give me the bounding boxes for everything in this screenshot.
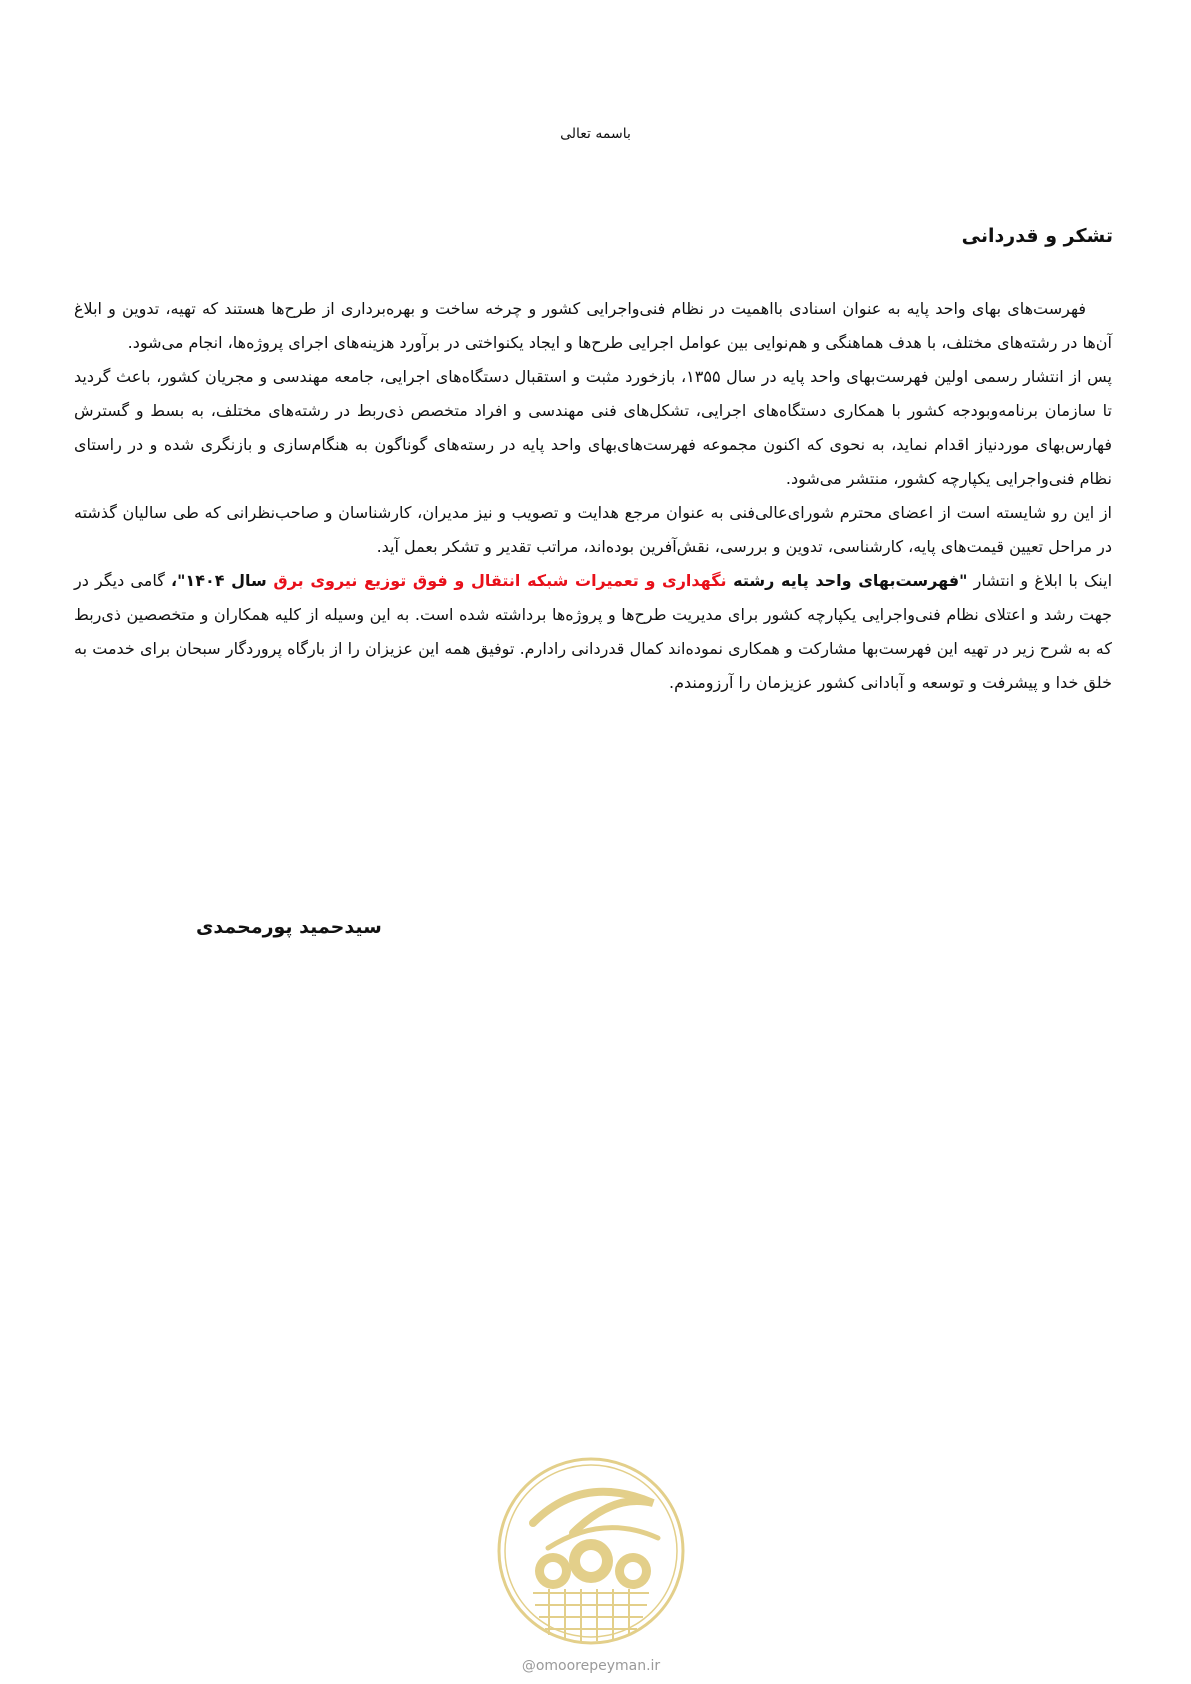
watermark-url: @omoorepeyman.ir bbox=[521, 1658, 661, 1674]
signature-name: سیدحمید پورمحمدی bbox=[196, 916, 382, 938]
basmala-heading: باسمه تعالی bbox=[560, 126, 631, 142]
paragraph-2: پس از انتشار رسمی اولین فهرست‌بهای واحد پایه در سال ۱۳۵۵، بازخورد مثبت و استقبال دستگاه‌های اجرایی، جامعه مهندسی و مجریان کشور، باعث گردید تا سازمان برنامه‌وبودجه کشور با همکاری دستگاه‌های اجرایی، تشکل‌های فنی مهندسی و افراد متخصص ذی‌ربط در رشته‌های مختلف، به بسط و گسترش فهارس‌بهای موردنیاز اقدام نماید، به نحوی که اکنون مجموعه فهرست‌های‌بهای واحد پایه در رسته‌های گوناگون به هنگام‌سازی و بازنگری شده و در راستای نظام فنی‌واجرایی یکپارچه کشور، منتشر می‌شود. bbox=[74, 367, 1113, 488]
watermark-stamp-logo bbox=[493, 1453, 689, 1649]
price-list-title-bold: "فهرست‌بهای واحد پایه رشته bbox=[726, 571, 968, 590]
paragraph-1: فهرست‌های بهای واحد پایه به عنوان اسنادی بااهمیت در نظام فنی‌واجرایی کشور و چرخه ساخت و بهره‌برداری از طرح‌ها هستند که تهیه، تدوین و ابلاغ آن‌ها در رشته‌های مختلف، با هدف هماهنگی و هم‌نوایی بین عوامل اجرایی طرح‌ها و ایجاد یکنواختی در برآورد هزینه‌های اجرای پروژه‌ها، انجام می‌شود. bbox=[74, 299, 1112, 352]
paragraph-3: از این رو شایسته است از اعضای محترم شورای‌عالی‌فنی به عنوان مرجع هدایت و تصویب و نیز مدیران، کارشناسان و صاحب‌نظرانی که طی سالیان گذشته در مراحل تعیین قیمت‌های پایه، کارشناسی، تدوین و بررسی، نقش‌آفرین بوده‌اند، مراتب تقدیر و تشکر بعمل آید. bbox=[74, 503, 1112, 556]
paragraph-4-intro: اینک با ابلاغ و انتشار bbox=[967, 571, 1113, 590]
document-body bbox=[74, 292, 1112, 700]
paragraph-4-rest: گامی دیگر در جهت رشد و اعتلای نظام فنی‌واجرایی یکپارچه کشور برای مدیریت طرح‌ها و پروژه‌ها برداشته شده است. به این وسیله از کلیه همکاران و متخصصین ذی‌ربط که به شرح زیر در تهیه این فهرست‌بها مشارکت و همکاری نموده‌اند کمال قدردانی رادارم. توفیق همه این عزیزان را از بارگاه پروردگار سبحان برای خدمت به خلق خدا و پیشرفت و توسعه و آبادانی کشور عزیزمان را آرزومندم. bbox=[74, 571, 1112, 692]
page-title: تشکر و قدردانی bbox=[961, 225, 1113, 247]
price-list-field-highlight: نگهداری و تعمیرات شبکه انتقال و فوق توزیع نیروی برق bbox=[273, 571, 727, 590]
paragraph-4 bbox=[74, 564, 1112, 700]
price-list-year-bold: سال ۱۴۰۴"، bbox=[171, 571, 274, 590]
